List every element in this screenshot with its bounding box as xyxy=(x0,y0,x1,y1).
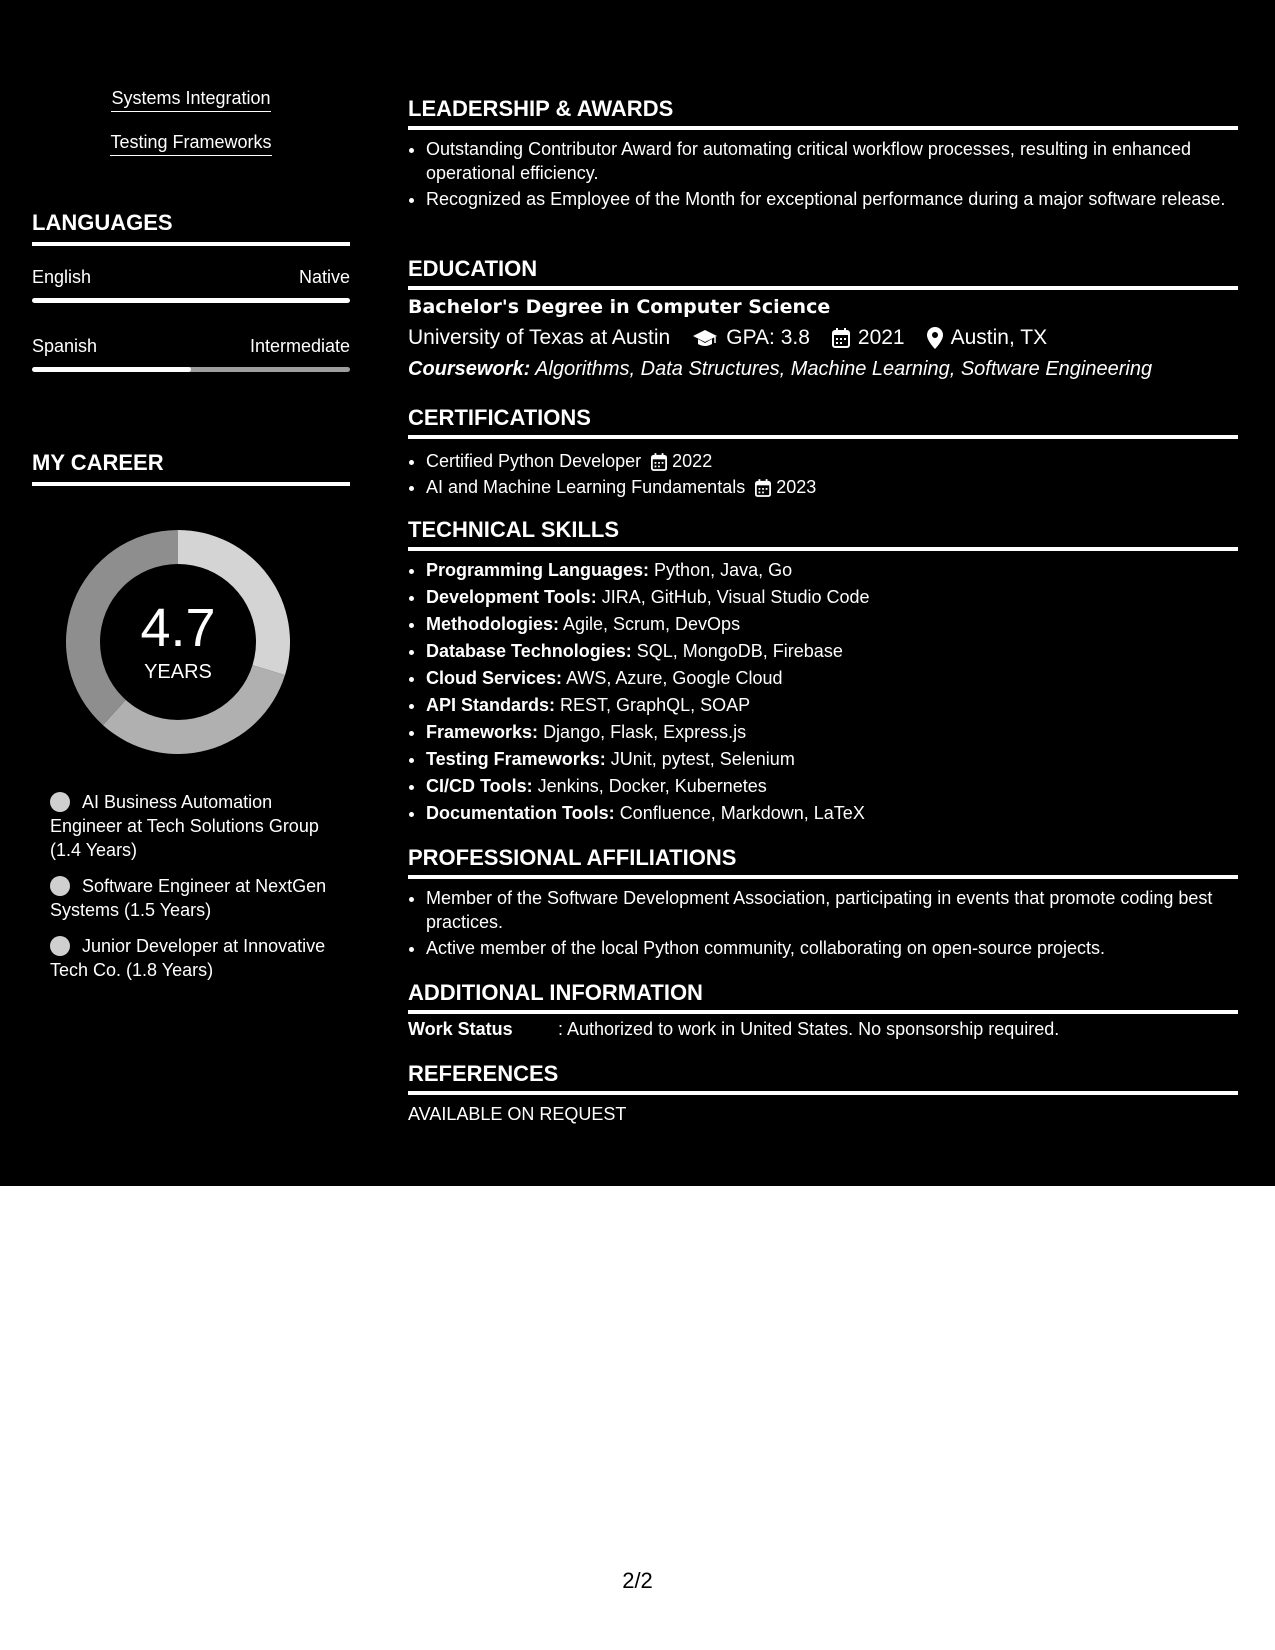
skill-label: Development Tools: xyxy=(426,587,597,607)
skill-link-systems-integration[interactable] xyxy=(32,88,350,109)
calendar-icon xyxy=(651,453,667,471)
work-status xyxy=(408,1019,1059,1040)
cert-year: 2022 xyxy=(672,451,713,471)
skill-label: Programming Languages: xyxy=(426,560,650,580)
list-item xyxy=(426,475,1256,499)
languages-heading: LANGUAGES xyxy=(32,210,350,246)
coursework-value: Algorithms, Data Structures, Machine Learning, Software Engineering xyxy=(535,358,1153,380)
sidebar xyxy=(32,0,350,1186)
calendar-icon xyxy=(832,328,850,348)
references-heading: REFERENCES xyxy=(408,1061,1238,1095)
skill-link-label[interactable]: Testing Frameworks xyxy=(110,132,271,156)
affiliations-list xyxy=(408,886,1256,962)
skill-link-label[interactable]: Systems Integration xyxy=(111,88,270,112)
list-item xyxy=(426,801,1256,826)
skill-value: SQL, MongoDB, Firebase xyxy=(636,641,843,661)
language-bar-english xyxy=(32,298,350,303)
career-item-text: Junior Developer at Innovative Tech Co. (1.8 Years) xyxy=(50,936,326,980)
degree-title: Bachelor's Degree in Computer Science xyxy=(408,296,831,318)
career-total-years: 4.7 xyxy=(140,598,216,658)
coursework-label: Coursework: xyxy=(408,358,531,380)
skill-value: Confluence, Markdown, LaTeX xyxy=(619,803,865,823)
language-level: Intermediate xyxy=(249,336,350,356)
work-status-label: Work Status xyxy=(408,1019,513,1039)
list-item xyxy=(426,558,1256,583)
skill-value: Jenkins, Docker, Kubernetes xyxy=(537,776,767,796)
language-row-english xyxy=(32,267,350,288)
work-status-value: : Authorized to work in United States. No sponsorship required. xyxy=(558,1019,1060,1039)
education-details xyxy=(408,326,1047,350)
career-item xyxy=(50,874,340,922)
list-item xyxy=(426,449,1256,473)
school-name: University of Texas at Austin xyxy=(408,326,671,349)
list-item: • Outstanding Contributor Award for automating critical workflow processes, resulting in enhanced operational efficiency. xyxy=(426,137,1256,185)
list-item xyxy=(426,639,1256,664)
location-pin-icon xyxy=(927,327,943,349)
leadership-heading: LEADERSHIP & AWARDS xyxy=(408,96,1238,130)
career-total-unit: YEARS xyxy=(144,661,212,683)
skill-value: Python, Java, Go xyxy=(654,560,793,580)
technical-skills-heading: TECHNICAL SKILLS xyxy=(408,517,1238,551)
skill-value: JIRA, GitHub, Visual Studio Code xyxy=(601,587,870,607)
page-number: 2/2 xyxy=(622,1568,653,1593)
main-column xyxy=(408,0,1238,1186)
skill-value: AWS, Azure, Google Cloud xyxy=(566,668,783,688)
skill-label: Methodologies: xyxy=(426,614,559,634)
skill-value: REST, GraphQL, SOAP xyxy=(560,695,751,715)
skill-value: Agile, Scrum, DevOps xyxy=(563,614,741,634)
career-item-text: Software Engineer at NextGen Systems (1.5 Years) xyxy=(50,876,327,920)
career-donut-chart xyxy=(66,530,290,754)
skill-value: JUnit, pytest, Selenium xyxy=(610,749,795,769)
language-level: Native xyxy=(298,267,350,287)
skill-label: Cloud Services: xyxy=(426,668,563,688)
list-item: • Member of the Software Development Association, participating in events that promote coding best practices. xyxy=(426,886,1256,934)
list-item xyxy=(426,666,1256,691)
skill-label: CI/CD Tools: xyxy=(426,776,533,796)
bullet-dot-icon xyxy=(50,936,70,956)
cert-year: 2023 xyxy=(776,477,817,497)
language-name: Spanish xyxy=(32,336,98,356)
skill-label: API Standards: xyxy=(426,695,556,715)
language-name: English xyxy=(32,267,92,287)
list-item xyxy=(426,774,1256,799)
list-item: • Active member of the local Python community, collaborating on open-source projects. xyxy=(426,936,1256,960)
coursework xyxy=(408,358,1152,381)
list-item xyxy=(426,585,1256,610)
career-list xyxy=(50,790,340,994)
language-bar-spanish xyxy=(32,367,350,372)
gpa: GPA: 3.8 xyxy=(726,326,810,349)
school-location: Austin, TX xyxy=(950,326,1048,349)
technical-skills-list xyxy=(408,558,1256,828)
list-item xyxy=(426,747,1256,772)
skill-label: Testing Frameworks: xyxy=(426,749,606,769)
career-item xyxy=(50,934,340,982)
references-text: AVAILABLE ON REQUEST xyxy=(408,1104,627,1124)
list-item xyxy=(426,693,1256,718)
language-row-spanish xyxy=(32,336,350,357)
skill-label: Documentation Tools: xyxy=(426,803,615,823)
bullet-dot-icon xyxy=(50,876,70,896)
graduation-cap-icon xyxy=(692,328,718,348)
list-item: • Recognized as Employee of the Month for exceptional performance during a major software release. xyxy=(426,187,1256,211)
cert-name: AI and Machine Learning Fundamentals xyxy=(426,477,746,497)
skill-link-testing-frameworks[interactable] xyxy=(32,132,350,153)
skill-value: Django, Flask, Express.js xyxy=(543,722,747,742)
affiliations-heading: PROFESSIONAL AFFILIATIONS xyxy=(408,845,1238,879)
language-bar-fill xyxy=(32,298,350,303)
career-item-text: AI Business Automation Engineer at Tech Solutions Group (1.4 Years) xyxy=(50,792,319,860)
graduation-year: 2021 xyxy=(857,326,905,349)
leadership-list xyxy=(408,137,1256,213)
career-item xyxy=(50,790,340,862)
additional-info-heading: ADDITIONAL INFORMATION xyxy=(408,980,1238,1014)
education-heading: EDUCATION xyxy=(408,256,1238,290)
calendar-icon xyxy=(755,479,771,497)
bullet-dot-icon xyxy=(50,792,70,812)
skill-label: Frameworks: xyxy=(426,722,539,742)
language-bar-fill xyxy=(32,367,191,372)
cert-name: Certified Python Developer xyxy=(426,451,642,471)
list-item xyxy=(426,720,1256,745)
career-heading: MY CAREER xyxy=(32,450,350,486)
certifications-heading: CERTIFICATIONS xyxy=(408,405,1238,439)
certifications-list xyxy=(408,449,1256,501)
list-item xyxy=(426,612,1256,637)
skill-label: Database Technologies: xyxy=(426,641,632,661)
